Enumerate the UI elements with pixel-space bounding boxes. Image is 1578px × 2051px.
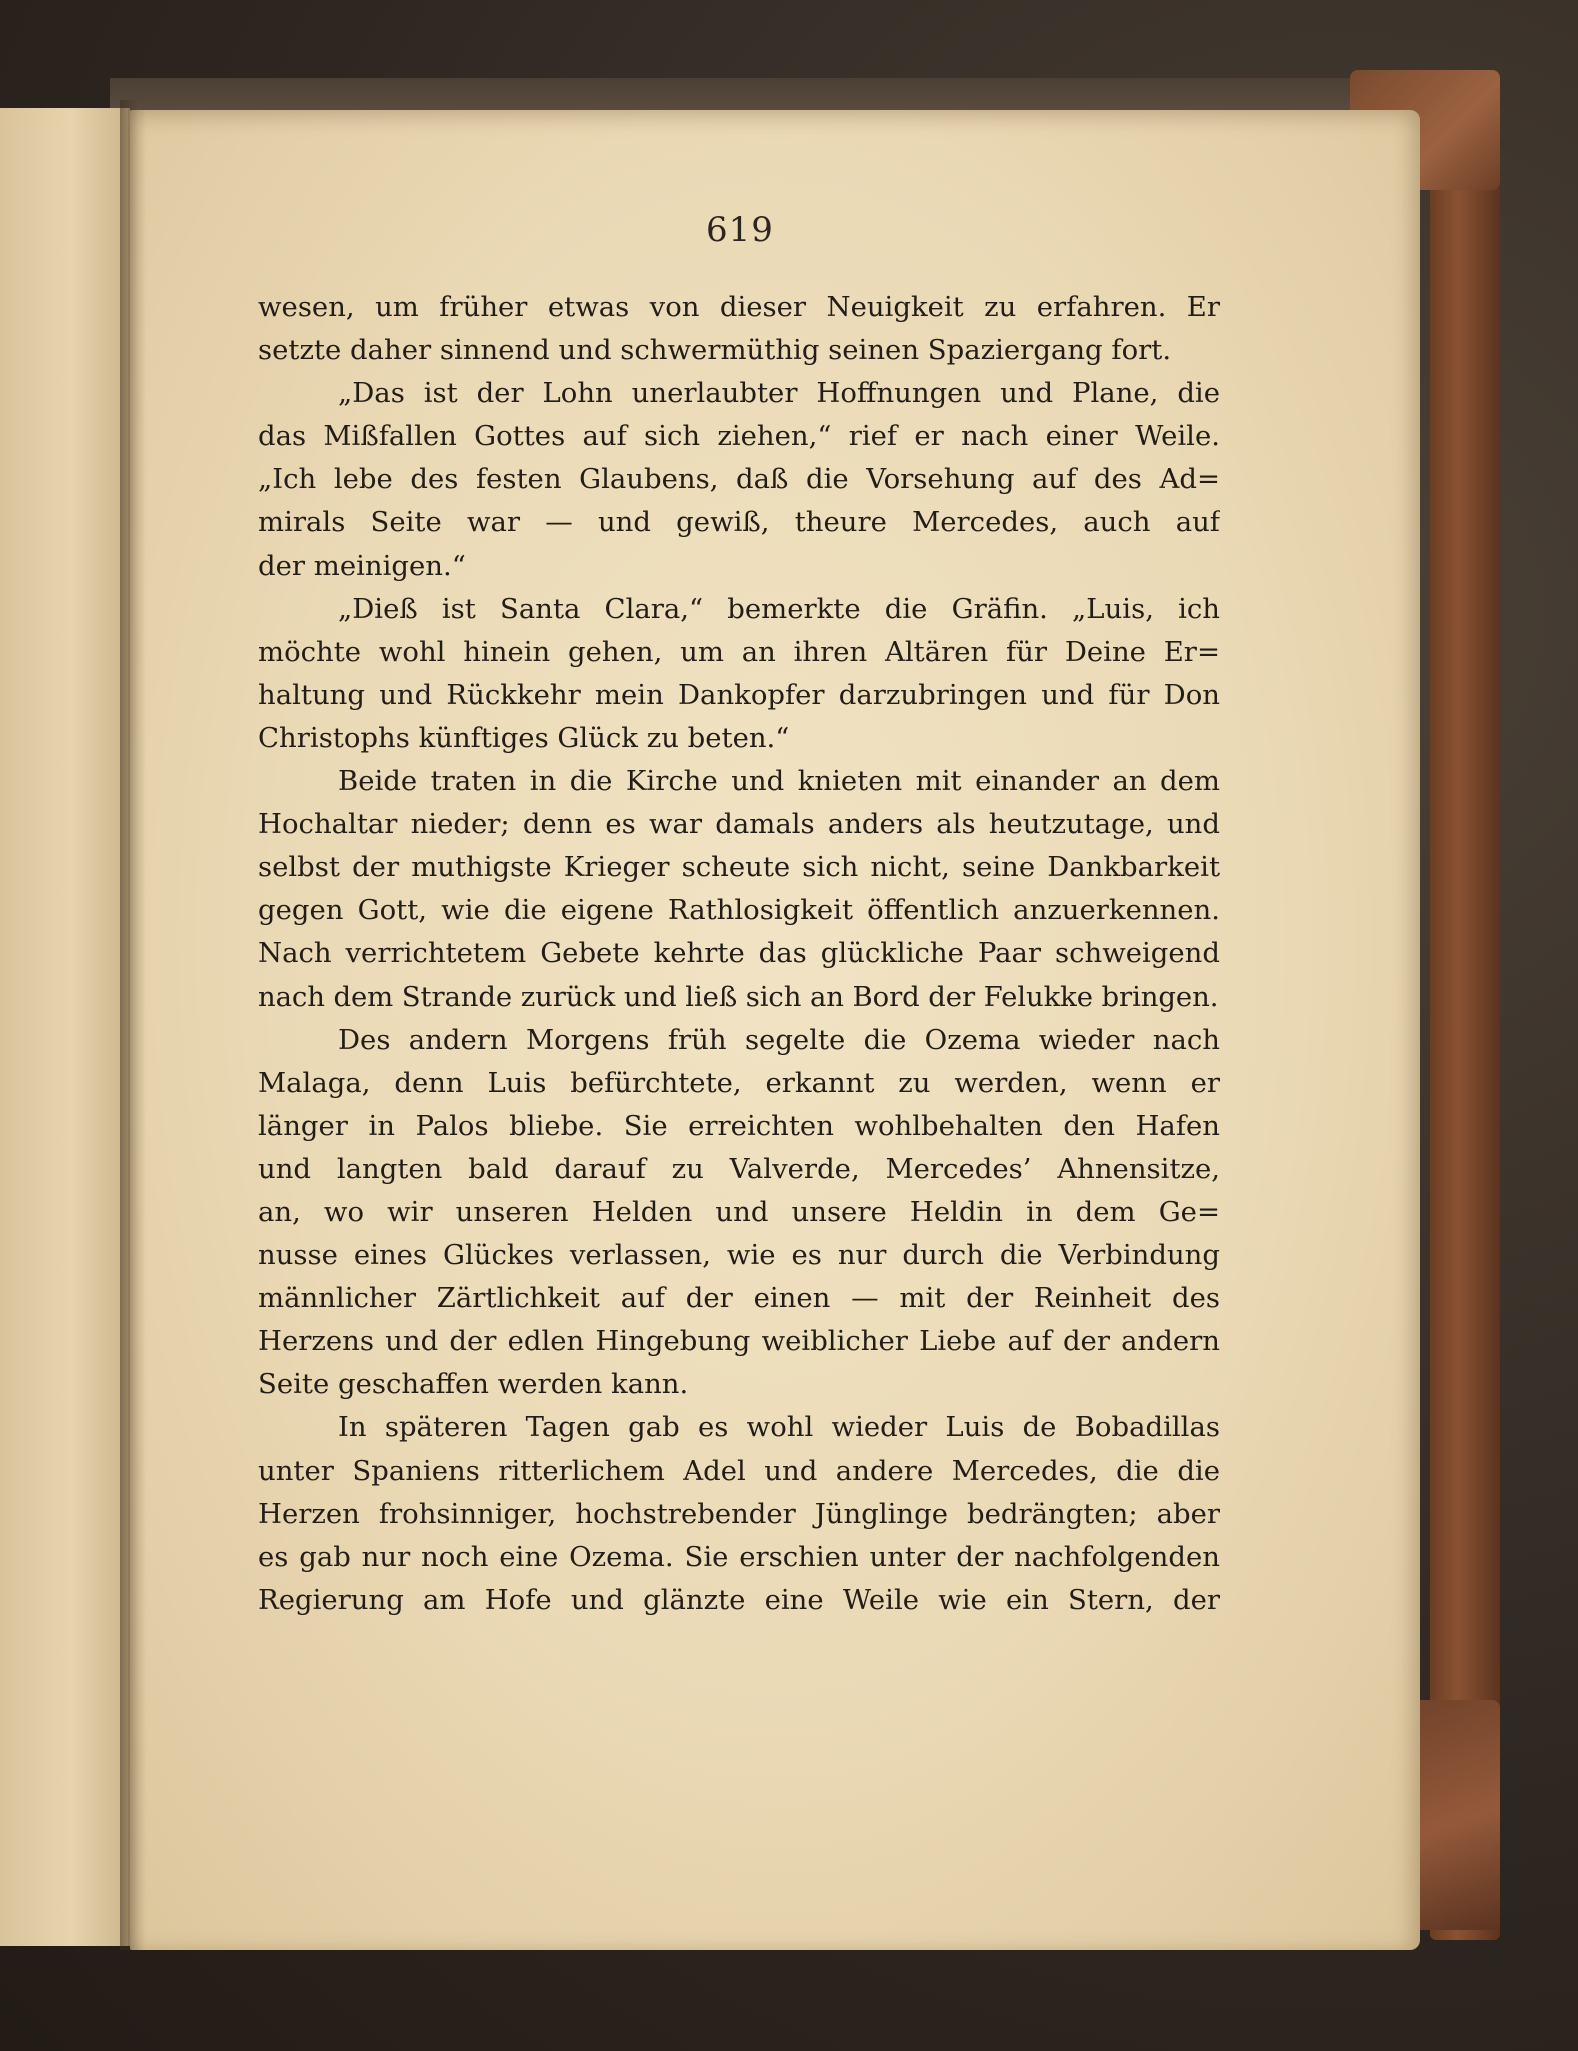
page-number: 619	[706, 210, 774, 250]
text-line: mirals Seite war — und gewiß, theure Mercedes, auch auf	[258, 506, 1220, 539]
text-line: gegen Gott, wie die eigene Rathlosigkeit öffentlich anzuerkennen.	[258, 894, 1220, 927]
text-line: männlicher Zärtlichkeit auf der einen — mit der Reinheit des	[258, 1282, 1220, 1315]
text-line: wesen, um früher etwas von dieser Neuigkeit zu erfahren. Er	[258, 291, 1220, 323]
text-line: an, wo wir unseren Helden und unsere Heldin in dem Ge=	[258, 1195, 1220, 1228]
text-line: Beide traten in die Kirche und knieten mit einander an dem	[338, 765, 1220, 798]
text-line: möchte wohl hinein gehen, um an ihren Altären für Deine Er=	[258, 635, 1220, 668]
text-line: Nach verrichtetem Gebete kehrte das glückliche Paar schweigend	[258, 937, 1220, 970]
text-line: das Mißfallen Gottes auf sich ziehen,“ rief er nach einer Weile.	[258, 420, 1220, 453]
text-line: In späteren Tagen gab es wohl wieder Luis de Bobadillas	[338, 1411, 1220, 1444]
text-line: es gab nur noch eine Ozema. Sie erschien unter der nachfolgenden	[258, 1540, 1220, 1573]
text-line: „Ich lebe des festen Glaubens, daß die Vorsehung auf des Ad=	[258, 463, 1220, 496]
page-text	[258, 286, 1220, 1622]
text-line: Seite geschaffen werden kann.	[258, 1368, 689, 1401]
text-line: länger in Palos bliebe. Sie erreichten wohlbehalten den Hafen	[258, 1109, 1220, 1142]
text-line: selbst der muthigste Krieger scheute sich nicht, seine Dankbarkeit	[258, 851, 1220, 884]
book-page	[130, 110, 1420, 1950]
text-line: nusse eines Glückes verlassen, wie es nur durch die Verbindung	[258, 1239, 1220, 1272]
text-line: Des andern Morgens früh segelte die Ozema wieder nach	[338, 1023, 1220, 1056]
text-line: haltung und Rückkehr mein Dankopfer darzubringen und für Don	[258, 678, 1220, 711]
text-line: Malaga, denn Luis befürchtete, erkannt zu werden, wenn er	[258, 1066, 1220, 1099]
text-line: unter Spaniens ritterlichem Adel und andere Mercedes, die die	[258, 1454, 1220, 1487]
text-line: Herzens und der edlen Hingebung weiblicher Liebe auf der andern	[258, 1325, 1220, 1358]
page-gutter-shadow	[120, 100, 146, 1950]
text-line: Herzen frohsinniger, hochstrebender Jünglinge bedrängten; aber	[258, 1497, 1220, 1530]
text-line: Hochaltar nieder; denn es war damals anders als heutzutage, und	[258, 808, 1220, 841]
text-line: nach dem Strande zurück und ließ sich an Bord der Felukke bringen.	[258, 980, 1219, 1013]
text-line: setzte daher sinnend und schwermüthig seinen Spaziergang fort.	[258, 334, 1172, 367]
text-line: der meinigen.“	[258, 549, 466, 582]
text-line: „Das ist der Lohn unerlaubter Hoffnungen und Plane, die	[338, 377, 1220, 410]
left-page-edge	[0, 108, 130, 1946]
text-line: „Dieß ist Santa Clara,“ bemerkte die Gräfin. „Luis, ich	[338, 592, 1220, 625]
text-line: Regierung am Hofe und glänzte eine Weile wie ein Stern, der	[258, 1583, 1220, 1616]
cover-right-edge	[1430, 70, 1500, 1940]
text-line: und langten bald darauf zu Valverde, Mercedes’ Ahnensitze,	[258, 1152, 1220, 1185]
text-line: Christophs künftiges Glück zu beten.“	[258, 721, 790, 754]
